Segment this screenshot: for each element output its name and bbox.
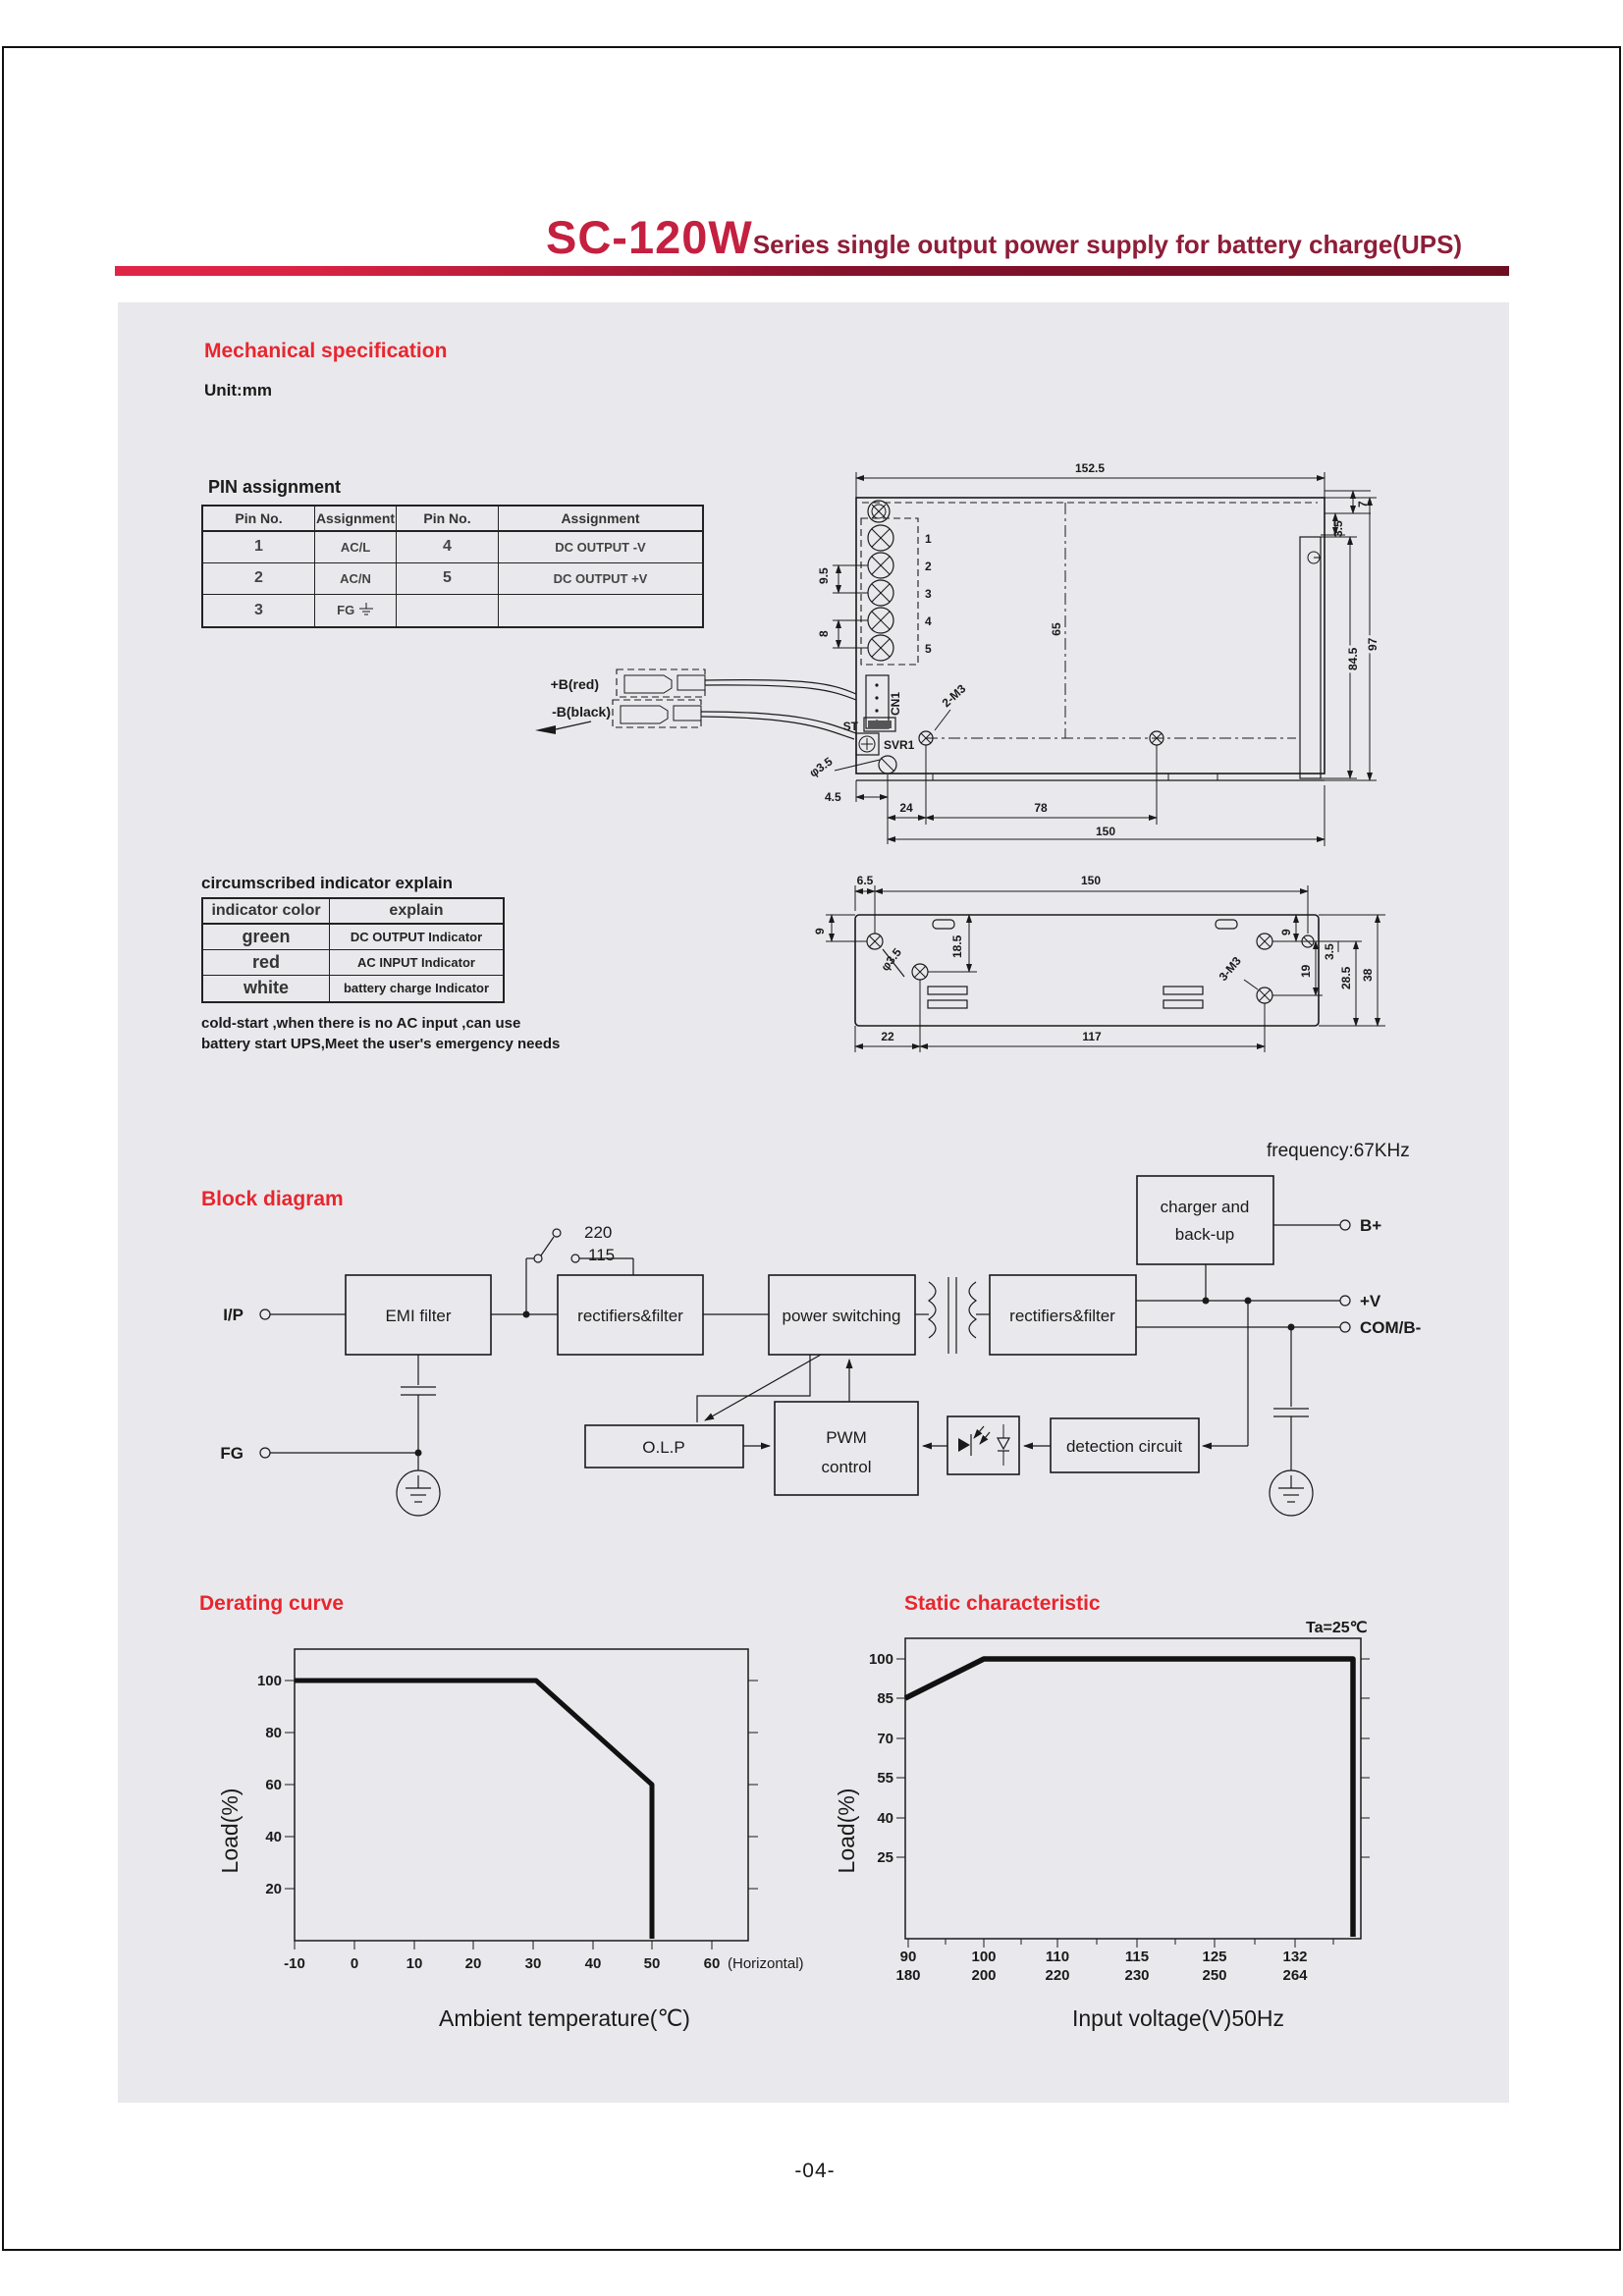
earth-ground-icon (1270, 1470, 1313, 1516)
rectifiers-filter2-box (990, 1275, 1136, 1355)
dim-right (1272, 915, 1385, 1026)
terminal-screw-icon (868, 553, 893, 578)
vplus-label: +V (1360, 1292, 1381, 1310)
svg-text:200: 200 (971, 1967, 997, 1984)
svg-text:SVR1: SVR1 (884, 738, 915, 752)
dim-top (855, 874, 1308, 934)
voltage-selector-switch (534, 1223, 615, 1264)
svg-text:78: 78 (1034, 801, 1048, 815)
pin-number: 1 (925, 532, 932, 546)
table-row: white battery charge Indicator (202, 975, 504, 1002)
dim-18p5 (928, 915, 977, 972)
battery-negative-label: -B(black) (552, 704, 611, 720)
table-row: red AC INPUT Indicator (202, 949, 504, 975)
svg-text:80: 80 (265, 1725, 282, 1741)
svg-text:0: 0 (350, 1955, 359, 1972)
svg-text:117: 117 (1082, 1030, 1102, 1043)
svg-text:60: 60 (703, 1955, 721, 1972)
static-axes (896, 1638, 1370, 1948)
derating-ylabel: Load(%) (217, 1788, 243, 1874)
derating-xtick-labels (284, 1955, 803, 1972)
com-label: COM/B- (1360, 1318, 1422, 1337)
block-diagram (187, 1163, 1483, 1575)
battery-positive-label: +B(red) (550, 676, 599, 692)
svg-text:control: control (821, 1458, 872, 1476)
dim-65 (1050, 503, 1065, 738)
table-row: 1 AC/L 4 DC OUTPUT -V (202, 531, 703, 562)
top-view-drawing (530, 447, 1502, 869)
svg-text:100: 100 (971, 1949, 997, 1965)
svg-text:-10: -10 (284, 1955, 305, 1972)
pin-col-header: Pin No. (202, 506, 315, 531)
svg-text:power switching: power switching (782, 1307, 901, 1325)
indicator-table (201, 897, 505, 1003)
fg-label: FG (337, 603, 355, 618)
terminal-screw-icon (868, 608, 893, 633)
static-xlabel: Input voltage(V)50Hz (1071, 2005, 1285, 2031)
pin-number: 3 (925, 587, 932, 601)
svg-text:4.5: 4.5 (825, 790, 841, 804)
block-diagram-heading: Block diagram (201, 1188, 344, 1210)
indicator-heading: circumscribed indicator explain (201, 874, 454, 892)
indicator-color-header: indicator color (202, 898, 330, 924)
svg-text:rectifiers&filter: rectifiers&filter (577, 1307, 683, 1325)
v115-label: 115 (588, 1246, 616, 1264)
svg-text:ST: ST (842, 720, 858, 733)
svg-text:8: 8 (817, 630, 831, 637)
svg-text:65: 65 (1050, 622, 1063, 636)
pin-col-header: Pin No. (397, 506, 499, 531)
svg-text:150: 150 (1095, 825, 1116, 838)
static-ylabel: Load(%) (834, 1788, 859, 1874)
static-heading: Static characteristic (904, 1592, 1101, 1615)
svg-text:40: 40 (265, 1829, 282, 1845)
static-chart (835, 1590, 1512, 2052)
title-underline (115, 266, 1509, 276)
earth-ground-icon (358, 603, 374, 616)
svg-text:φ3.5: φ3.5 (806, 754, 836, 780)
power-switching-box (769, 1275, 915, 1355)
input-terminals (220, 1306, 270, 1463)
output-terminals (1340, 1216, 1421, 1337)
series-description: Series single output power supply for battery charge(UPS) (752, 230, 1463, 259)
olp-box (585, 1425, 743, 1468)
table-row: 2 AC/N 5 DC OUTPUT +V (202, 562, 703, 594)
dim-9p5 (817, 565, 868, 593)
table-row: green DC OUTPUT Indicator (202, 924, 504, 949)
svg-text:9.5: 9.5 (817, 567, 831, 584)
static-xtick-labels (895, 1949, 1308, 1984)
svg-text:O.L.P: O.L.P (642, 1438, 685, 1457)
corner-screw-icon (868, 501, 890, 522)
charger-backup-box (1137, 1176, 1273, 1264)
svg-text:20: 20 (265, 1881, 282, 1897)
svg-text:110: 110 (1045, 1949, 1070, 1965)
svg-text:40: 40 (584, 1955, 602, 1972)
bottom-view-drawing (800, 862, 1488, 1107)
unit-label: Unit:mm (204, 381, 272, 400)
dim-4p5 (825, 774, 888, 844)
assignment-col-header: Assignment (315, 506, 397, 531)
table-row: 3 FG (202, 594, 703, 627)
terminal-screw-icon (868, 525, 893, 551)
pin-number: 4 (925, 614, 932, 628)
svg-text:3.5: 3.5 (1331, 520, 1345, 537)
wire-tip-icon (535, 725, 556, 734)
explain-header: explain (330, 898, 505, 924)
svg-text:19: 19 (1299, 964, 1313, 978)
svg-text:150: 150 (1080, 874, 1102, 887)
svg-text:charger and: charger and (1160, 1198, 1250, 1216)
terminal-screw-icon (868, 635, 893, 661)
assignment-col-header: Assignment (499, 506, 704, 531)
svg-text:132: 132 (1282, 1949, 1308, 1965)
detection-circuit-box (1051, 1418, 1199, 1472)
static-ytick-labels (869, 1651, 893, 1866)
derating-ytick-labels (257, 1673, 282, 1897)
dim-right (1321, 491, 1380, 780)
bplus-label: B+ (1360, 1216, 1382, 1235)
svg-text:18.5: 18.5 (950, 934, 964, 958)
ta-annotation: Ta=25℃ (1306, 1620, 1368, 1636)
svg-text:24: 24 (899, 801, 913, 815)
svg-text:180: 180 (895, 1967, 921, 1984)
svg-text:rectifiers&filter: rectifiers&filter (1009, 1307, 1115, 1325)
svg-text:28.5: 28.5 (1339, 966, 1353, 989)
svg-text:230: 230 (1124, 1967, 1150, 1984)
svg-text:250: 250 (1202, 1967, 1227, 1984)
pin-number: 2 (925, 560, 932, 573)
svg-text:3-M3: 3-M3 (1216, 953, 1244, 984)
horizontal-note: (Horizontal) (728, 1955, 804, 1972)
svg-text:152.5: 152.5 (1074, 461, 1106, 475)
optocoupler-icon (947, 1416, 1019, 1474)
dim-8 (817, 620, 868, 648)
svg-text:30: 30 (524, 1955, 542, 1972)
svg-text:10: 10 (406, 1955, 423, 1972)
svg-text:60: 60 (265, 1777, 282, 1793)
svg-text:EMI filter: EMI filter (385, 1307, 452, 1325)
dim-left (813, 915, 867, 941)
v220-label: 220 (584, 1223, 613, 1242)
derating-chart (187, 1590, 844, 2052)
derating-axes (285, 1649, 758, 1949)
derating-curve-line (295, 1681, 652, 1939)
svg-text:100: 100 (868, 1651, 893, 1668)
svg-text:70: 70 (877, 1731, 893, 1747)
svg-text:85: 85 (877, 1690, 893, 1707)
svg-text:25: 25 (877, 1849, 893, 1866)
mech-spec-heading: Mechanical specification (204, 340, 448, 362)
svg-text:84.5: 84.5 (1346, 647, 1360, 670)
pwm-control-box (775, 1402, 918, 1495)
fg-label: FG (220, 1444, 243, 1463)
svg-text:90: 90 (899, 1949, 917, 1965)
cover-holes (867, 934, 1314, 1003)
svg-text:220: 220 (1045, 1967, 1070, 1984)
emi-filter-box (346, 1275, 491, 1355)
svg-text:20: 20 (464, 1955, 482, 1972)
svg-text:CN1: CN1 (889, 691, 902, 717)
earth-ground-icon (397, 1470, 440, 1516)
page-number: -04- (794, 2160, 836, 2182)
cn1-connector (866, 675, 902, 728)
svr1-trimmer (856, 733, 915, 755)
cover-outline (855, 911, 1319, 1026)
svg-text:22: 22 (881, 1030, 894, 1043)
frequency-label: frequency:67KHz (1267, 1141, 1410, 1161)
derating-xlabel: Ambient temperature(℃) (439, 2005, 690, 2031)
svg-text:7: 7 (1356, 501, 1370, 507)
ip-label: I/P (223, 1306, 243, 1324)
svg-text:φ3.5: φ3.5 (878, 945, 904, 974)
mount-hole (807, 754, 896, 779)
dim-152p5 (856, 461, 1325, 498)
m3-holes (919, 681, 1296, 745)
svg-text:back-up: back-up (1174, 1225, 1235, 1244)
dim-bottom (888, 745, 1325, 846)
svg-text:100: 100 (256, 1673, 282, 1689)
svg-text:PWM: PWM (826, 1428, 867, 1447)
svg-text:50: 50 (643, 1955, 661, 1972)
wires (270, 1225, 1340, 1470)
battery-wires (535, 669, 856, 739)
derating-heading: Derating curve (199, 1592, 345, 1615)
svg-text:detection circuit: detection circuit (1065, 1437, 1183, 1456)
svg-text:9: 9 (813, 928, 827, 934)
svg-text:97: 97 (1366, 637, 1380, 651)
svg-text:38: 38 (1361, 968, 1375, 982)
svg-text:55: 55 (877, 1770, 893, 1787)
terminal-screw-icon (868, 580, 893, 606)
cold-start-note: cold-start ,when there is no AC input ,can use battery start UPS,Meet the user's emergency needs (201, 1015, 561, 1052)
transformer-icon (929, 1277, 976, 1354)
svg-text:115: 115 (1124, 1949, 1150, 1965)
static-curve-line (905, 1659, 1353, 1937)
svg-text:3.5: 3.5 (1323, 943, 1336, 960)
svg-text:6.5: 6.5 (856, 874, 874, 887)
svg-text:40: 40 (877, 1810, 893, 1827)
series-code: SC-120W (546, 211, 753, 263)
pin-number: 5 (925, 642, 932, 656)
svg-text:9: 9 (1279, 929, 1293, 935)
svg-text:264: 264 (1282, 1967, 1308, 1984)
rectifiers-filter-box (558, 1275, 703, 1355)
pin-assignment-heading: PIN assignment (208, 477, 342, 497)
svg-text:2-M3: 2-M3 (939, 681, 969, 711)
svg-text:125: 125 (1202, 1949, 1227, 1965)
page-title (546, 210, 1462, 264)
terminal-block (861, 518, 932, 665)
